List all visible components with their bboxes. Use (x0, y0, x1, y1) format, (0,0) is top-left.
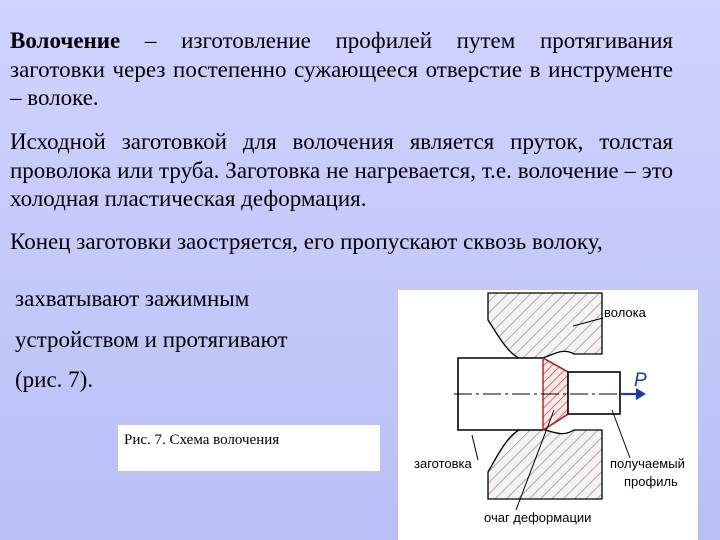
definition-text: – изготовление профилей путем протягивания заготовки через постепенно сужающееся отверстие в инструменте – волоке. (10, 28, 673, 110)
label-die: волока (604, 305, 646, 320)
figure-caption-box (118, 425, 380, 471)
drawn-profile (568, 372, 620, 414)
figure-caption: Рис. 7. Схема волочения (124, 432, 280, 448)
label-profile-2: профиль (624, 474, 678, 489)
label-deformation-zone: очаг деформации (484, 510, 592, 525)
label-profile-1: получаемый (610, 456, 685, 471)
die-lower (488, 428, 602, 499)
label-force: P (634, 370, 647, 391)
paragraph-definition (10, 27, 673, 113)
process-line-2: устройством и протягивают (15, 327, 288, 352)
drawing-scheme-svg (398, 290, 698, 540)
paragraph-process: Конец заготовки заостряется, его пропускают сквозь волоку, (10, 229, 603, 254)
term-drawing: Волочение (10, 28, 121, 53)
process-line-3: (рис. 7). (15, 367, 94, 392)
drawing-scheme-figure (398, 290, 698, 540)
die-upper (488, 293, 602, 360)
paragraph-blank: Исходной заготовкой для волочения является пруток, толстая проволока или труба. Заготовка не нагревается, т.е. волочение – это холодная пластическая деформация. (10, 129, 673, 211)
label-blank: заготовка (414, 456, 472, 471)
process-line-1: захватывают зажимным (15, 286, 250, 311)
